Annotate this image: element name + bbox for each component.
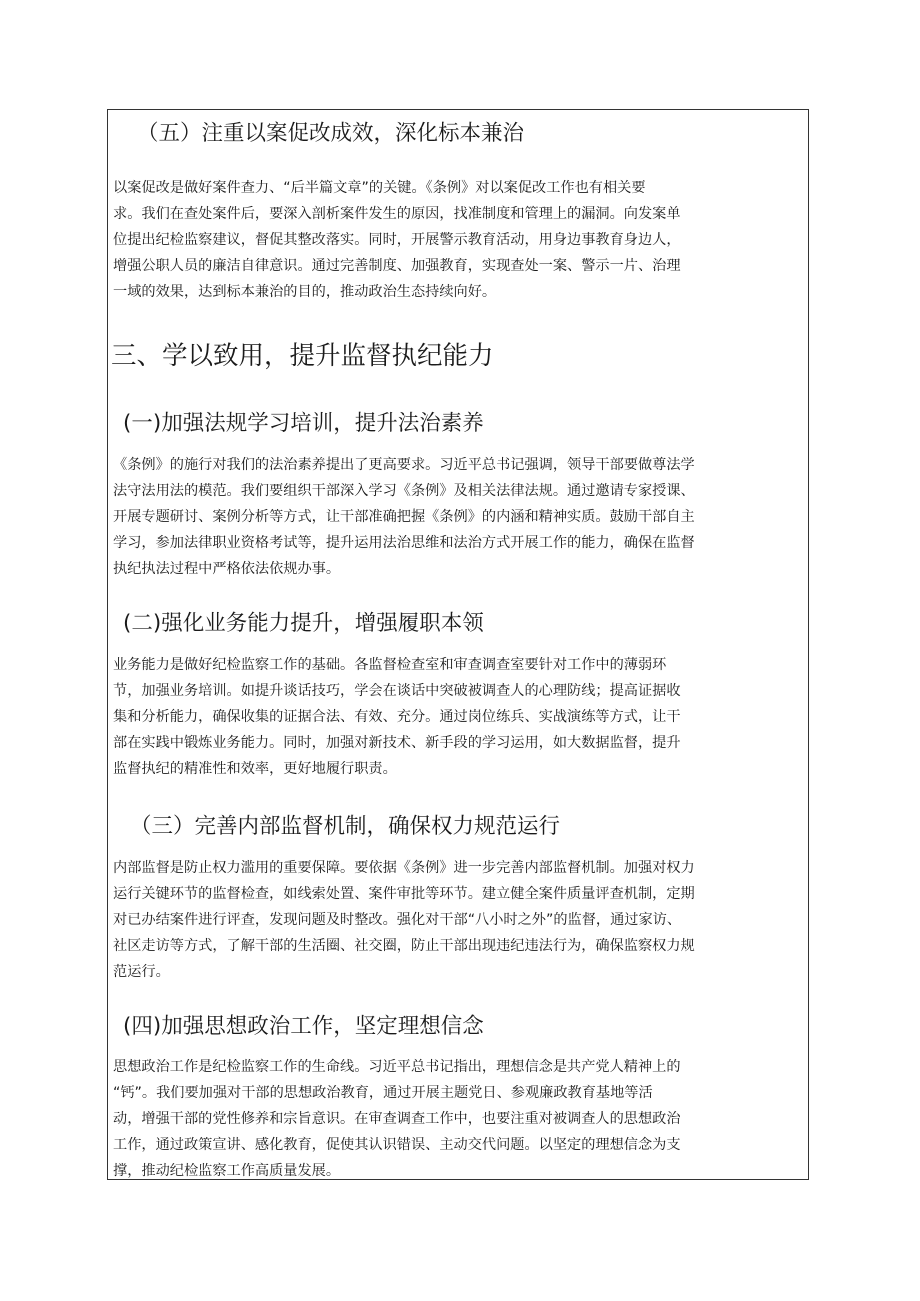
paragraph-subsection-1 [113,452,803,582]
paragraph-line: 求。我们在查处案件后，要深入剖析案件发生的原因，找准制度和管理上的漏洞。向发案单 [113,206,681,222]
paragraph-line: 节，加强业务培训。如提升谈话技巧，学会在谈话中突破被调查人的心理防线；提高证据收 [113,683,681,699]
part-3-heading: 三、学以致用，提升监督执纪能力 [111,341,494,371]
paragraph-line: 《条例》的施行对我们的法治素养提出了更高要求。习近平总书记强调，领导干部要做尊法学 [113,457,695,473]
paragraph-line: 动，增强干部的党性修养和宗旨意识。在审查调查工作中，也要注重对被调查人的思想政治 [113,1111,681,1127]
paragraph-line: 执纪执法过程中严格依法依规办事。 [113,561,341,577]
paragraph-line: 范运行。 [113,964,170,980]
paragraph-subsection-3 [113,855,803,985]
paragraph-line: 以案促改是做好案件查力、“后半篇文章”的关键。《条例》对以案促改工作也有相关要 [113,180,646,196]
paragraph-line: 法守法用法的模范。我们要组织干部深入学习《条例》及相关法律法规。通过邀请专家授课、 [113,483,695,499]
paragraph-line: 部在实践中锻炼业务能力。同时，加强对新技术、新手段的学习运用，如大数据监督，提升 [113,735,681,751]
paragraph-line: “钙”。我们要加强对干部的思想政治教育，通过开展主题党日、参观廉政教育基地等活 [113,1085,653,1101]
paragraph-line: 社区走访等方式，了解干部的生活圈、社交圈，防止干部出现违纪违法行为，确保监察权力规 [113,938,695,954]
paragraph-line: 学习，参加法律职业资格考试等，提升运用法治思维和法治方式开展工作的能力，确保在监督 [113,535,695,551]
paragraph-line: 业务能力是做好纪检监察工作的基础。各监督检查室和审查调查室要针对工作中的薄弱环 [113,657,667,673]
paragraph-line: 运行关键环节的监督检查，如线索处置、案件审批等环节。建立健全案件质量评查机制，定期 [113,886,695,902]
paragraph-line: 增强公职人员的廉洁自律意识。通过完善制度、加强教育，实现查处一案、警示一片、治理 [113,258,681,274]
paragraph-line: 位提出纪检监察建议，督促其整改落实。同时，开展警示教育活动，用身边事教育身边人， [113,232,681,248]
paragraph-line: 开展专题研讨、案例分析等方式，让干部准确把握《条例》的内涵和精神实质。鼓励干部自主 [113,509,695,525]
paragraph-line: 内部监督是防止权力滥用的重要保障。要依据《条例》进一步完善内部监督机制。加强对权力 [113,860,695,876]
heading-subsection-4: (四)加强思想政治工作，坚定理想信念 [123,1014,484,1039]
heading-subsection-1: (一)加强法规学习培训，提升法治素养 [123,411,484,436]
paragraph-section-5 [113,175,803,305]
paragraph-line: 对已办结案件进行评查，发现问题及时整改。强化对干部“八小时之外”的监督，通过家访、 [113,912,682,928]
paragraph-subsection-4 [113,1054,803,1184]
heading-subsection-2: (二)强化业务能力提升，增强履职本领 [123,611,484,636]
paragraph-line: 撑，推动纪检监察工作高质量发展。 [113,1163,341,1179]
paragraph-line: 工作，通过政策宣讲、感化教育，促使其认识错误、主动交代问题。以坚定的理想信念为支 [113,1137,681,1153]
paragraph-line: 一域的效果，达到标本兼治的目的，推动政治生态持续向好。 [113,284,497,300]
heading-section-5: （五）注重以案促改成效，深化标本兼治 [137,121,525,146]
paragraph-line: 监督执纪的精准性和效率，更好地履行职责。 [113,761,397,777]
paragraph-subsection-2 [113,652,803,782]
paragraph-line: 集和分析能力，确保收集的证据合法、有效、充分。通过岗位练兵、实战演练等方式，让干 [113,709,681,725]
paragraph-line: 思想政治工作是纪检监察工作的生命线。习近平总书记指出，理想信念是共产党人精神上的 [113,1059,681,1075]
heading-subsection-3: （三）完善内部监督机制，确保权力规范运行 [130,814,561,839]
